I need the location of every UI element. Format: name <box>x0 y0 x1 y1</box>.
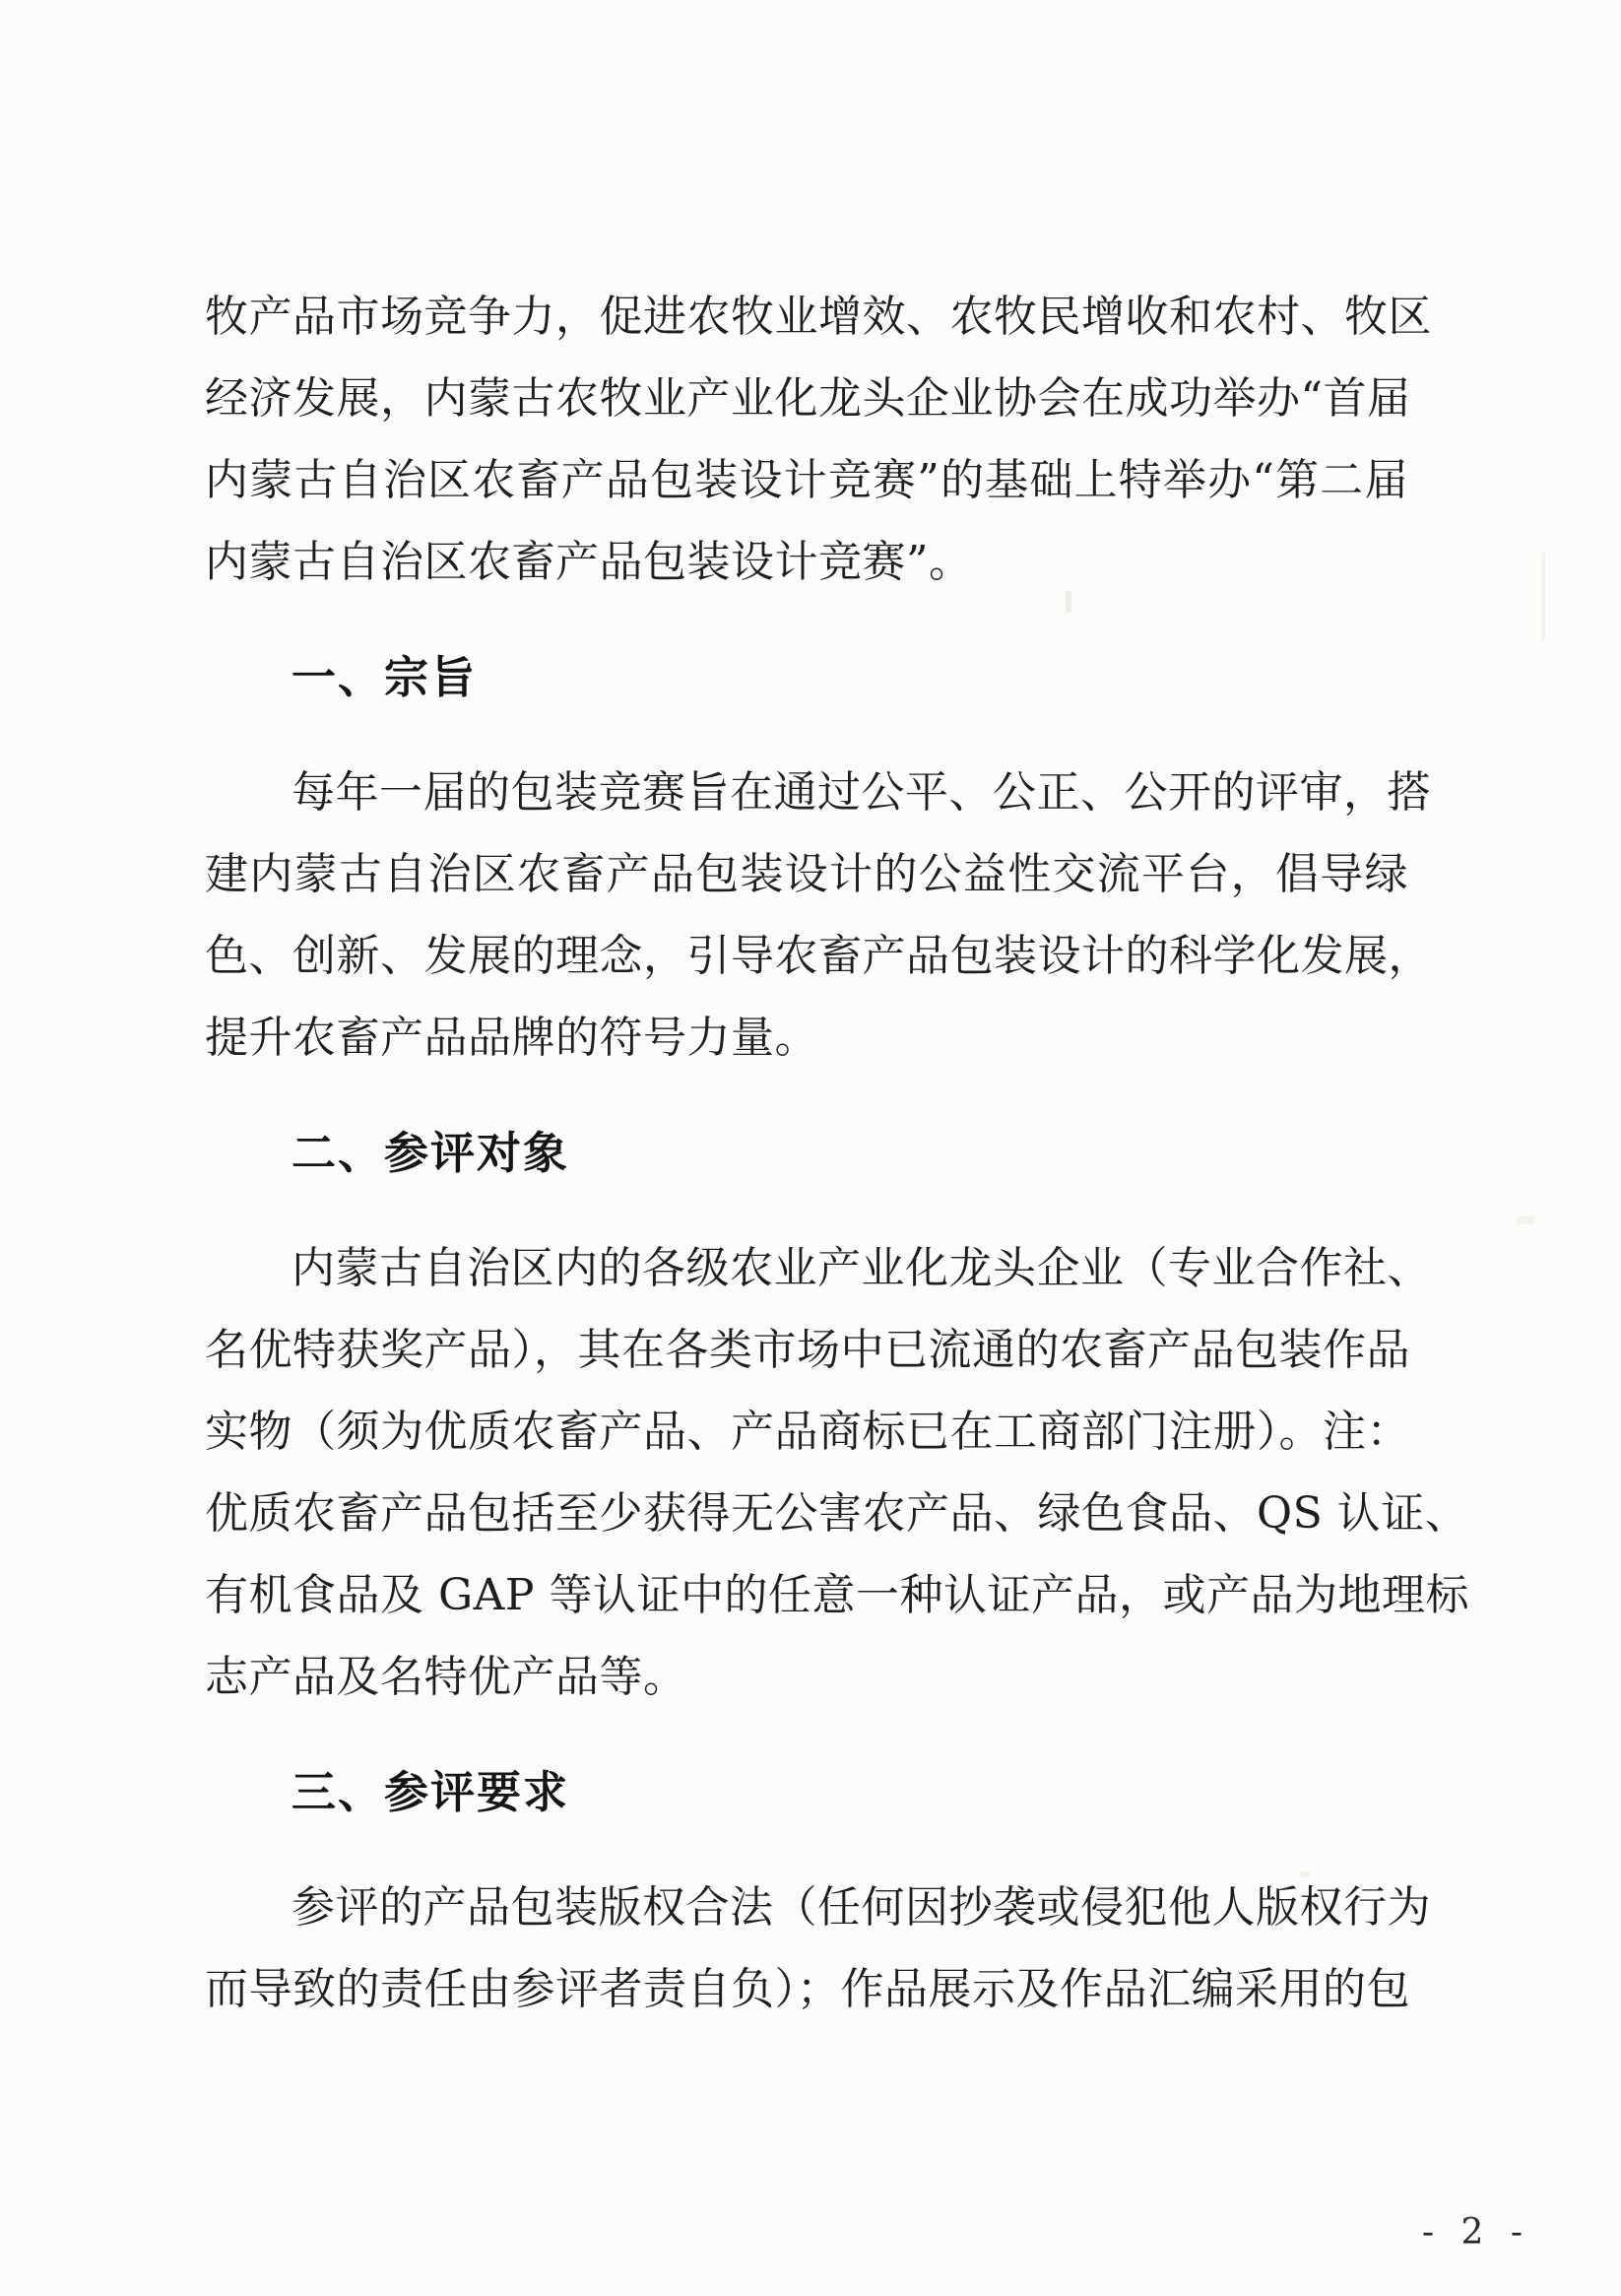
paragraph-purpose <box>205 752 1432 1079</box>
section-heading-purpose: 一、宗旨 <box>292 651 478 703</box>
text-line: 参评的产品包装版权合法（任何因抄袭或侵犯他人版权行为 <box>292 1882 1431 1933</box>
paragraph-intro <box>205 276 1432 603</box>
text-line: 色、创新、发展的理念，引导农畜产品包装设计的科学化发展， <box>205 931 1432 981</box>
text-line: 建内蒙古自治区农畜产品包装设计的公益性交流平台，倡导绿 <box>205 849 1408 899</box>
text-line: 内蒙古自治区内的各级农业产业化龙头企业（专业合作社、 <box>292 1243 1431 1293</box>
text-line: 每年一届的包装竞赛旨在通过公平、公正、公开的评审，搭 <box>292 767 1431 818</box>
text-line: 有机食品及 GAP 等认证中的任意一种认证产品，或产品为地理标 <box>205 1570 1469 1620</box>
text-line: 实物（须为优质农畜产品、产品商标已在工商部门注册）。注： <box>205 1407 1410 1457</box>
section-heading-eligibility: 二、参评对象 <box>292 1127 570 1179</box>
text-line: 优质农畜产品包括至少获得无公害农产品、绿色食品、QS 认证、 <box>205 1488 1469 1539</box>
scan-artifact <box>1517 1216 1534 1224</box>
text-line: 而导致的责任由参评者责自负）；作品展示及作品汇编采用的包 <box>205 1964 1410 2014</box>
text-line: 内蒙古自治区农畜产品包装设计竞赛”的基础上特举办“第二届 <box>205 455 1408 505</box>
page-number: - 2 - <box>1421 2212 1530 2253</box>
paragraph-requirements <box>205 1867 1431 2030</box>
text-line: 经济发展，内蒙古农牧业产业化龙头企业协会在成功举办“首届 <box>205 373 1411 424</box>
text-line: 提升农畜产品品牌的符号力量。 <box>205 1013 818 1063</box>
section-heading-requirements: 三、参评要求 <box>292 1766 570 1818</box>
scan-artifact <box>1541 552 1545 640</box>
text-line: 名优特获奖产品），其在各类市场中已流通的农畜产品包装作品 <box>205 1325 1410 1375</box>
paragraph-eligibility <box>205 1227 1469 1718</box>
text-line: 牧产品市场竞争力，促进农牧业增效、农牧民增收和农村、牧区 <box>205 292 1432 342</box>
text-line: 内蒙古自治区农畜产品包装设计竞赛”。 <box>205 537 973 587</box>
text-line: 志产品及名特优产品等。 <box>205 1652 687 1702</box>
document-body <box>205 276 1469 2030</box>
